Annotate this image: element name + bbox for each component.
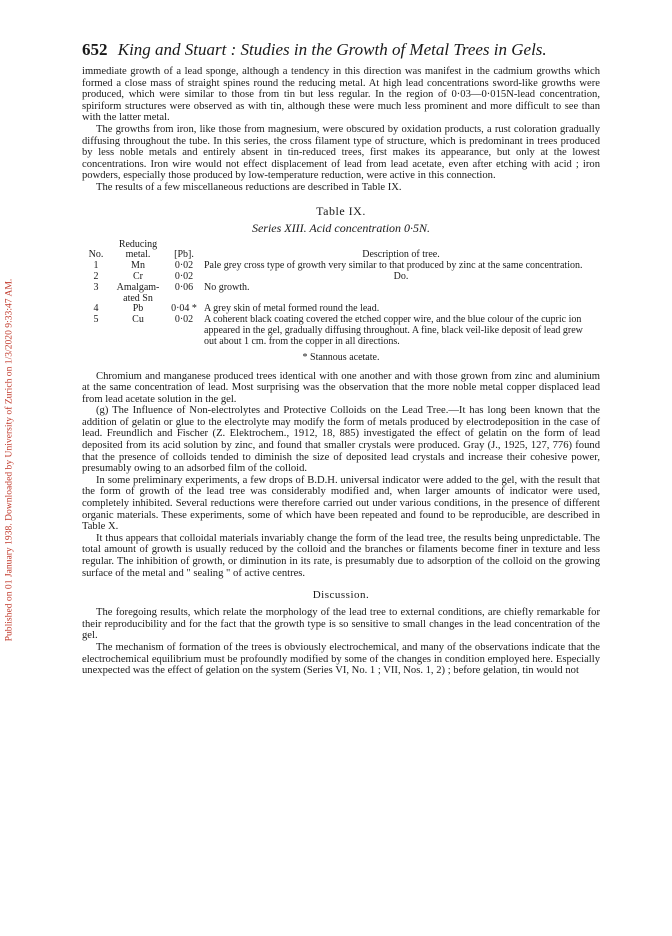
section-heading: Discussion.	[312, 589, 370, 602]
cell-no: 3	[93, 281, 99, 293]
cell-description: A coherent black coating covered the etched copper wire, and the blue colour of the cupric ion appeared in the gel, gradually diffusing throughout. A fine, black veil-like deposit of lead grew out about 1 cm. from the copper in all directions.	[204, 314, 583, 347]
cell-pb: 0·06	[174, 281, 194, 293]
running-head	[82, 40, 600, 60]
cell-no: 2	[93, 270, 99, 282]
paragraph: Chromium and manganese produced trees identical with one another and with those grown from zinc and aluminium at the same concentration of lead. Most surprising was the observation that the more noble metal copper displaced lead from lead acetate solution in the gel.	[82, 370, 600, 405]
paragraph: It thus appears that colloidal materials invariably change the form of the lead tree, the results being unpredictable. The total amount of growth is usually reduced by the colloid and the branches or filaments become finer in texture and less regular. The inhibition of growth, or diminution in its rate, is presumably due to adsorption of the colloid on the growing surface of the metal and " sealing " of active centres.	[82, 532, 600, 579]
cell-description: No growth.	[204, 281, 250, 293]
table-row	[82, 315, 600, 347]
paragraph: The foregoing results, which relate the morphology of the lead tree to external conditions, are chiefly remarkable for their reproducibility and for the fact that the growth type is so sensitive to small changes in the lead concentration of the gel.	[82, 607, 600, 642]
paragraph: immediate growth of a lead sponge, although a tendency in this direction was manifest in the cadmium growths which formed a close mass of straight spines round the reducing metal. At high lead concentrations sword-like growths were produced, which were similar to those from tin but less regular. In the region of 0·03—0·015N-lead concentration, spiriform structures were observed as with tin, although these were much less prominent and more difficult to see than with the latter metal.	[82, 66, 600, 124]
table-row	[82, 261, 600, 272]
paragraph: The growths from iron, like those from magnesium, were obscured by oxidation products, a rust coloration gradually diffusing throughout the tube. In this series, the cross filament type of structure, which is predominant in trees produced by less noble metals and entirely absent in tin-reduced trees, first makes its appearance, but only at the lowest concentrations. Iron wire would not effect displacement of lead from lead acetate, even after etching with acid ; iron powders, especially those produced by low-temperature reduction, were active in this connection.	[82, 123, 600, 182]
cell-metal: Mn	[131, 260, 145, 272]
cell-description: A grey skin of metal formed round the lead.	[204, 303, 380, 315]
col-header-no: No.	[88, 249, 104, 261]
cell-no: 4	[93, 303, 99, 315]
paragraph: The mechanism of formation of the trees is obviously electrochemical, and many of the observations indicate that the electrochemical equilibrium must be profoundly modified by some of the changes in condition employed here. Especially unexpected was the effect of gelation on the system (Series VI, No. 1 ; VII, Nos. 1, 2) ; before gelation, tin would not	[82, 641, 600, 677]
cell-metal: Pb	[132, 303, 144, 315]
paragraph: (g) The Influence of Non-electrolytes and Protective Colloids on the Lead Tree.—It has long been known that the addition of gelatin or glue to the electrolyte may modify the form of metals produced by electrodeposition in the case of lead. Freundlich and Fischer (Z. Elektrochem., 1912, 18, 885) investigated the effect of gelatin on the form of lead deposited from its acid solution by zinc, and found that smaller crystals were produced. Gray (J., 1925, 127, 776) found that the presence of colloids tended to diminish the size of deposited lead crystals and increase their cohesive power, presumably owing to an adsorbed film of the colloid.	[82, 405, 600, 475]
download-stamp: Published on 01 January 1938. Downloaded by University of Zurich on 1/3/2020 9:33:47 AM.	[3, 278, 15, 642]
cell-pb: 0·02	[174, 260, 194, 272]
running-title: King and Stuart : Studies in the Growth of Metal Trees in Gels.	[117, 40, 547, 59]
table-header-row	[82, 240, 600, 262]
table-title: Table IX.	[316, 203, 366, 218]
download-sidebar	[2, 150, 16, 770]
cell-pb: 0·04 *	[171, 303, 197, 315]
cell-no: 1	[93, 260, 99, 272]
cell-metal: Amalgam-ated Sn	[116, 281, 160, 304]
journal-page	[82, 40, 600, 677]
table-subtitle: Series XIII. Acid concentration 0·5N.	[251, 220, 431, 235]
cell-metal: Cr	[133, 270, 143, 282]
cell-description: Do.	[393, 270, 409, 282]
table-row	[82, 283, 600, 305]
cell-no: 5	[93, 314, 99, 326]
cell-pb: 0·02	[174, 270, 194, 282]
col-header-pb: [Pb].	[174, 249, 194, 261]
page-number: 652	[82, 40, 108, 59]
cell-description: Pale grey cross type of growth very similar to that produced by zinc at the same concentration.	[204, 260, 583, 272]
paragraph: The results of a few miscellaneous reductions are described in Table IX.	[96, 181, 402, 193]
table-row	[82, 272, 600, 283]
cell-metal: Cu	[132, 314, 144, 326]
cell-pb: 0·02	[174, 314, 194, 326]
col-header-metal: Reducing metal.	[118, 238, 158, 261]
paragraph: In some preliminary experiments, a few drops of B.D.H. universal indicator were added to the gel, with the result that the form of growth of the lead tree was considerably modified and, when larger amounts of indicator were used, completely inhibited. Several reductions were therefore carried out under various conditions, in the presence of different organic materials. These experiments, some of which have been repeated and found to be reproducible, are described in Table X.	[82, 474, 600, 533]
col-header-description: Description of tree.	[362, 249, 440, 261]
table-ix	[82, 240, 600, 348]
table-footnote: * Stannous acetate.	[302, 351, 380, 363]
